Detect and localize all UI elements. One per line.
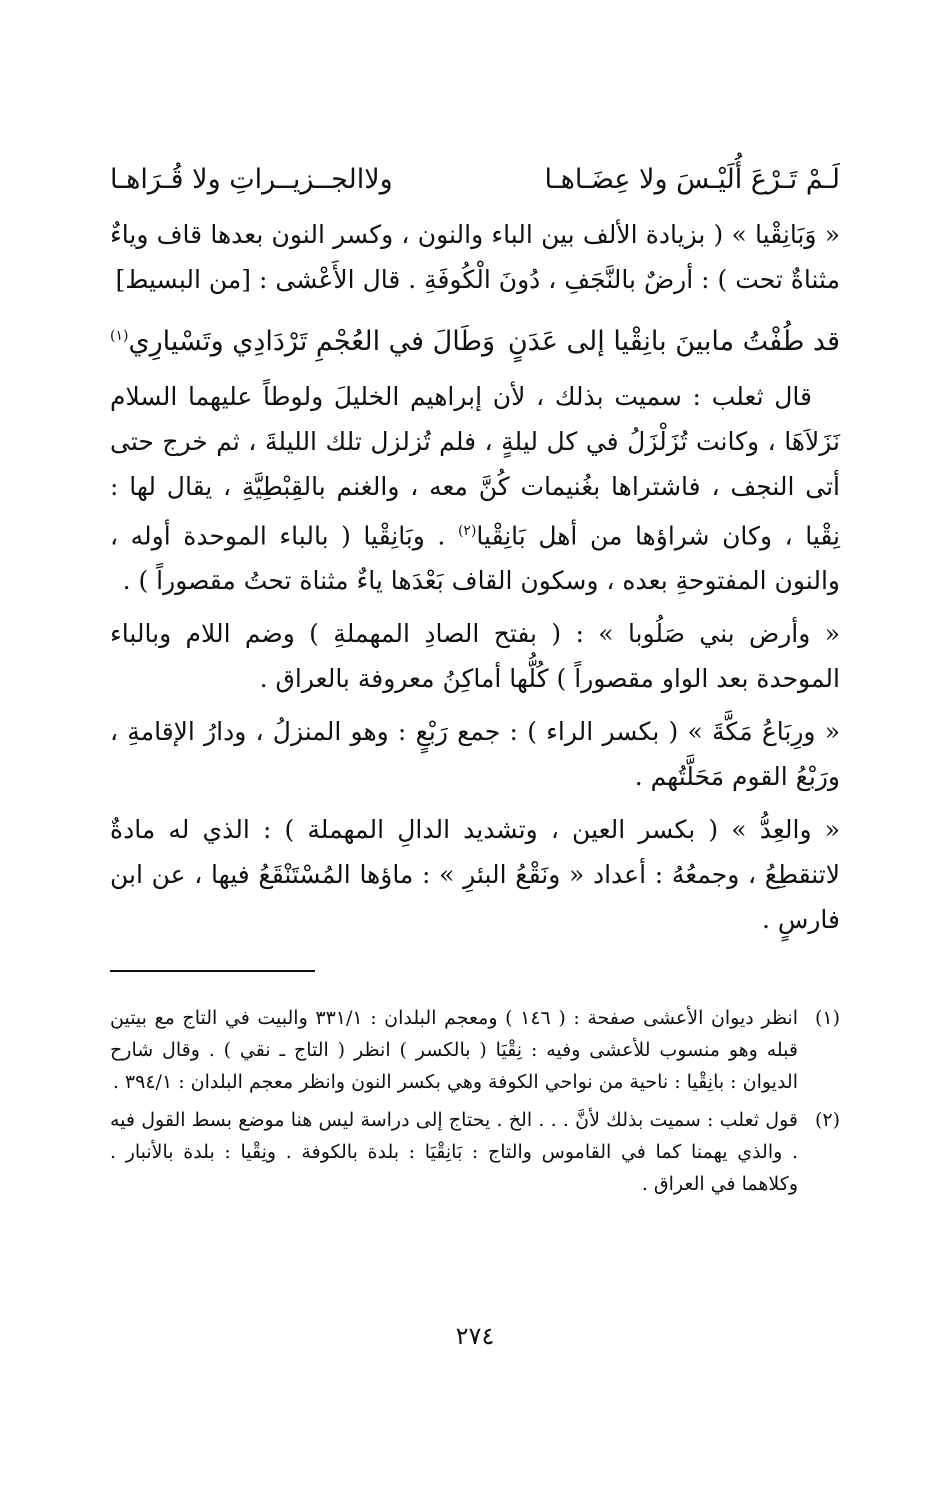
- verse-2-second-text: وَطَالَ في العُجْمِ تَرْدَادِي وتَسْيارِي: [128, 326, 496, 357]
- paragraph-salouba: « وأرض بني صَلُوبا » : ( بفتح الصادِ المهملةِ ) وضم اللام وبالباء الموحدة بعد الواو مقصوراً ) كُلُّها أماكِنُ معروفة بالعراق .: [110, 619, 840, 694]
- verse-1-first-hemistich: لَـمْ تَـرْعَ أُلَيْـسَ ولا عِضَـاهـا: [544, 164, 840, 195]
- footnote-ref-1: (١): [110, 328, 129, 344]
- page-number: ٢٧٤: [455, 1322, 495, 1350]
- verse-1-second-hemistich: ولاالجــزيــراتِ ولا قُـرَاهـا: [110, 164, 393, 195]
- verse-2-first-hemistich: قد طُفْتُ مابينَ بانِقْيا إلى عَدَنٍ: [507, 326, 840, 357]
- footnote-2-number: (٢): [814, 1109, 840, 1132]
- footnote-ref-2: (٢): [457, 523, 477, 539]
- verse-2-second-hemistich: [110, 310, 495, 368]
- paragraph-idd: « والعِدُّ » ( بكسر العين ، وتشديد الدالِ المهملة ) : الذي له مادةٌ لاتنقطِعُ ، وجمعُهُ : أعداد « ونَقْعُ البئرِ » : ماؤها المُسْتَنْقَعُ فيها ، عن ابن فارسٍ .: [110, 815, 840, 935]
- footnote-1-text: انظر ديوان الأعشى صفحة : ( ١٤٦ ) ومعجم البلدان : ٣٣١/١ والبيت في التاج مع بيتين قبله وهو منسوب للأعشى وفيه : نِقْيَا ( بالكسر ) انظر ( التاج ـ نقي ) . وقال شارح الديوان : بانِقْيا : ناحية من نواحي الكوفة وهي بكسر النون وانظر معجم البلدان : ٣٩٤/١ .: [110, 1007, 798, 1094]
- footnote-divider: [110, 970, 315, 972]
- footnote-1: [110, 1002, 840, 1098]
- page-body: [110, 150, 840, 1206]
- verse-line-1: [110, 154, 840, 206]
- paragraph-thaalab: [110, 374, 840, 603]
- paragraph-ribaa: « ورِبَاعُ مَكَّةَ » ( بكسر الراء ) : جمع رَبْعٍ : وهو المنزلُ ، ودارُ الإقامةِ ، ورَبْعُ القوم مَحَلَّتُهم .: [110, 717, 840, 792]
- paragraph-banqiya: « وَبَانِقْيا » ( بزيادة الألف بين الباء والنون ، وكسر النون بعدها قاف وياءٌ مثناةٌ تحت ) : أرضٌ بالنَّجَفِ ، دُونَ الْكُوفَةِ . قال الأَعْشى : [من البسيط]: [110, 220, 840, 294]
- paragraph-thaalab-text: قال ثعلب : سميت بذلك ، لأن إبراهيم الخليلَ ولوطاً عليهما السلام نَزَلاَهَا ، وكانت تُزَلْزَلُ في كل ليلةٍ ، فلم تُزلزل تلك الليلةَ ، ثم خرج حتى أتى النجف ، فاشتراها بغُنيمات كُنَّ معه ، والغنم بالقِبْطِيَّةِ ، يقال لها : نِقْيا ، وكان شراؤها من أهل بَانِقْيا: [110, 382, 840, 551]
- paragraph-thaalab-rest: . وبَانِقْيا ( بالباء الموحدة أوله ، والنون المفتوحةِ بعده ، وسكون القاف بَعْدَها ياءٌ مثناة تحتُ مقصوراً ) .: [110, 521, 840, 596]
- footnote-2: [110, 1104, 840, 1200]
- footnote-1-number: (١): [814, 1007, 840, 1030]
- footnote-2-text: قول ثعلب : سميت بذلك لأنَّ . . . الخ . يحتاج إلى دراسة ليس هنا موضع بسط القول فيه . والذي يهمنا كما في القاموس والتاج : بَانِقْيَا : بلدة بالكوفة . ونِقْيا : بلدة بالأنبار . وكلاهما في العراق .: [110, 1109, 798, 1196]
- verse-line-2: [110, 310, 840, 368]
